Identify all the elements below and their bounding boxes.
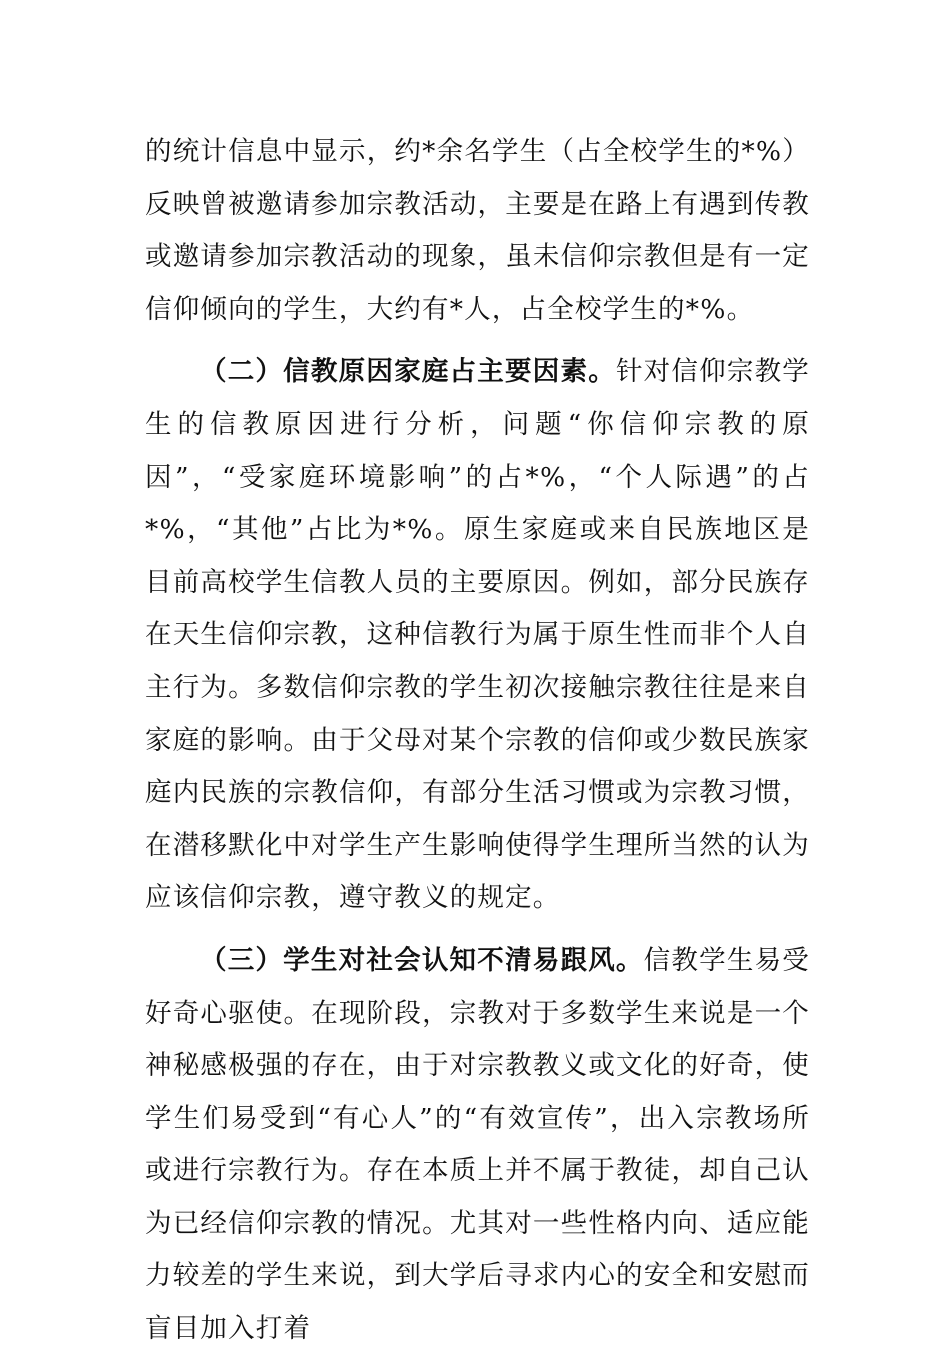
document-page [145,126,810,1356]
paragraph-statistics [145,126,810,336]
paragraph-text: 的统计信息中显示，约*余名学生（占全校学生的*%）反映曾被邀请参加宗教活动，主要是在路上有遇到传教或邀请参加宗教活动的现象，虽未信仰宗教但是有一定信仰倾向的学生，大约有*人，占全校学生的*%。 [145,136,810,325]
paragraph-social-cognition [145,935,810,1356]
paragraph-text: 针对信仰宗教学生的信教原因进行分析，问题“你信仰宗教的原因”，“受家庭环境影响”的占*%，“个人际遇”的占*%，“其他”占比为*%。原生家庭或来自民族地区是目前高校学生信教人员的主要原因。例如，部分民族存在天生信仰宗教，这种信教行为属于原生性而非个人自主行为。多数信仰宗教的学生初次接触宗教往往是来自家庭的影响。由于父母对某个宗教的信仰或少数民族家庭内民族的宗教信仰，有部分生活习惯或为宗教习惯，在潜移默化中对学生产生影响使得学生理所当然的认为应该信仰宗教，遵守教义的规定。 [145,356,811,914]
section-heading-social-cognition: （三）学生对社会认知不清易跟风。 [200,944,644,976]
paragraph-family-factor [145,346,810,925]
section-heading-family-factor: （二）信教原因家庭占主要因素。 [200,356,616,388]
paragraph-text: 信教学生易受好奇心驱使。在现阶段，宗教对于多数学生来说是一个神秘感极强的存在，由于对宗教教义或文化的好奇，使学生们易受到“有心人”的“有效宣传”，出入宗教场所或进行宗教行为。存在本质上并不属于教徒，却自己认为已经信仰宗教的情况。尤其对一些性格内向、适应能力较差的学生来说，到大学后寻求内心的安全和安慰而盲目加入打着 [145,944,810,1345]
